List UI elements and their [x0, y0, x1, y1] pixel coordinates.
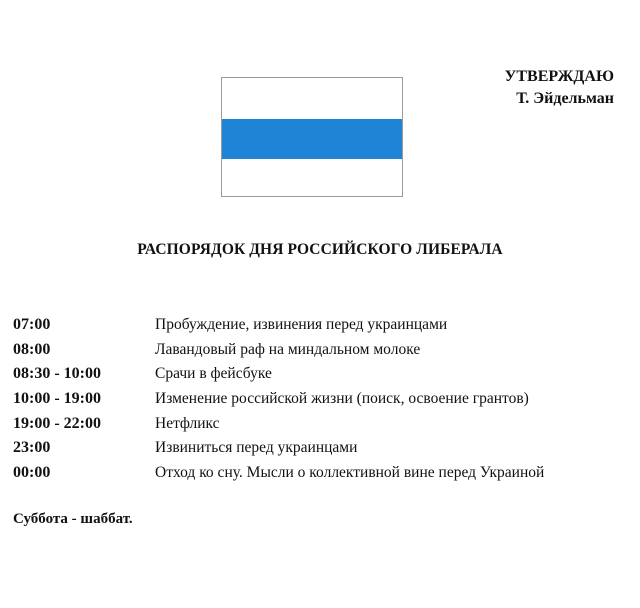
schedule-row [13, 338, 633, 363]
document-title: РАСПОРЯДОК ДНЯ РОССИЙСКОГО ЛИБЕРАЛА [137, 241, 503, 258]
schedule-activity: Изменение российской жизни (поиск, освоение грантов) [155, 390, 529, 408]
schedule-activity: Срачи в фейсбуке [155, 365, 272, 383]
approval-heading: УТВЕРЖДАЮ [504, 68, 614, 85]
schedule-time: 23:00 [13, 439, 51, 457]
schedule-row [13, 436, 633, 461]
schedule-activity: Извиниться перед украинцами [155, 439, 358, 457]
schedule-row [13, 461, 633, 486]
schedule-activity: Лавандовый раф на миндальном молоке [155, 340, 421, 358]
schedule-row [13, 313, 633, 338]
footer-note: Суббота - шаббат. [13, 511, 133, 527]
schedule-activity: Отход ко сну. Мысли о коллективной вине перед Украиной [155, 463, 545, 481]
schedule-time: 08:00 [13, 340, 51, 358]
schedule-time: 08:30 - 10:00 [13, 365, 101, 383]
schedule-table [13, 313, 633, 485]
schedule-row [13, 411, 633, 436]
schedule-time: 00:00 [13, 463, 51, 481]
schedule-activity: Нетфликс [155, 414, 220, 432]
white-blue-white-flag [221, 77, 403, 197]
approval-block [505, 66, 614, 110]
schedule-row [13, 387, 633, 412]
schedule-time: 19:00 - 22:00 [13, 414, 101, 432]
schedule-row [13, 362, 633, 387]
schedule-time: 07:00 [13, 316, 51, 334]
flag-blue-stripe [222, 119, 402, 159]
schedule-time: 10:00 - 19:00 [13, 390, 101, 408]
schedule-activity: Пробуждение, извинения перед украинцами [155, 316, 448, 334]
approval-signer: Т. Эйдельман [516, 90, 614, 107]
